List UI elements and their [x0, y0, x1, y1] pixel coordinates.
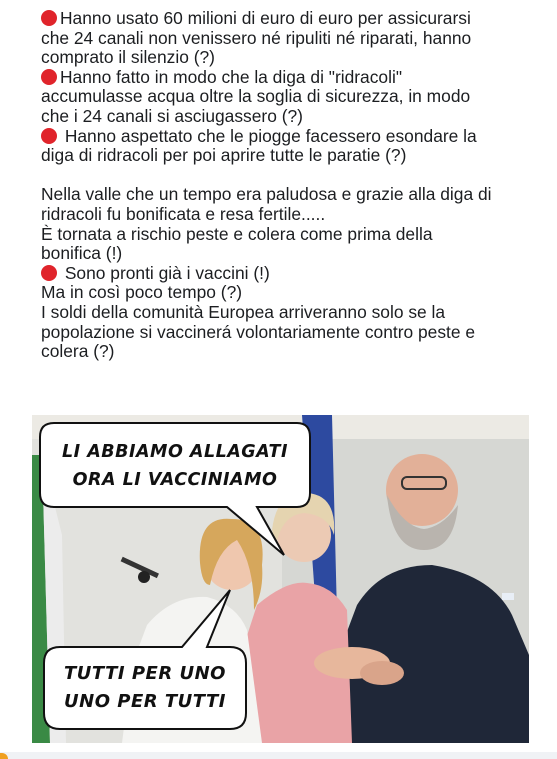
post-line-text: comprato il silenzio (?) [41, 47, 215, 68]
post-line [41, 185, 541, 205]
post-line [41, 29, 541, 49]
post-line-text: Sono pronti già i vaccini (!) [60, 262, 270, 283]
meme-photo[interactable] [32, 415, 529, 743]
post-line [41, 342, 541, 362]
post-line [41, 264, 541, 284]
post-line-text: popolazione si vaccinerá volontariamente contro peste e [41, 321, 476, 342]
post-line [41, 225, 541, 245]
bubble-top-line2: ORA LI VACCINIAMO [72, 470, 278, 490]
post-line [41, 205, 541, 225]
paragraph-gap [41, 166, 541, 186]
feed-divider [0, 752, 557, 759]
bubble-bottom-line2: UNO PER TUTTI [64, 691, 226, 712]
post-line [41, 283, 541, 303]
post-line [41, 87, 541, 107]
post-line [41, 146, 541, 166]
red-circle-icon [41, 265, 57, 281]
post-line [41, 48, 541, 68]
post-line-text: che i 24 canali si asciugassero (?) [41, 105, 303, 126]
bubble-top-line1: LI ABBIAMO ALLAGATI [62, 442, 288, 462]
post-line [41, 303, 541, 323]
post-line-text: accumulasse acqua oltre la soglia di sicurezza, in modo [41, 86, 471, 107]
post-line [41, 107, 541, 127]
post-line-text: bonifica (!) [41, 243, 123, 264]
post-text [41, 9, 541, 362]
post-line-text: Nella valle che un tempo era paludosa e grazie alla diga di [41, 184, 492, 205]
red-circle-icon [41, 128, 57, 144]
post-line [41, 9, 541, 29]
red-circle-icon [41, 10, 57, 26]
red-circle-icon [41, 69, 57, 85]
post-line [41, 127, 541, 147]
post-line-text: Ma in così poco tempo (?) [41, 282, 243, 303]
post-line [41, 323, 541, 343]
post-line [41, 244, 541, 264]
meme-image [32, 415, 529, 743]
bubble-bottom-line1: TUTTI PER UNO [64, 663, 226, 684]
post-line-text: che 24 canali non venissero né ripuliti né riparati, hanno [41, 27, 472, 48]
post-line-text: È tornata a rischio peste e colera come prima della [41, 223, 433, 244]
post-line-text: ridracoli fu bonificata e resa fertile..... [41, 203, 326, 224]
post-line-text: Hanno fatto in modo che la diga di "ridracoli" [60, 66, 402, 87]
post-line-text: colera (?) [41, 341, 115, 362]
post-line-text: Hanno usato 60 milioni di euro di euro per assicurarsi [60, 8, 471, 28]
post-line [41, 68, 541, 88]
post-line-text: diga di ridracoli per poi aprire tutte le paratie (?) [41, 145, 407, 166]
post-line-text: I soldi della comunità Europea arriveranno solo se la [41, 301, 446, 322]
post-line-text: Hanno aspettato che le piogge facessero esondare la [60, 125, 477, 146]
